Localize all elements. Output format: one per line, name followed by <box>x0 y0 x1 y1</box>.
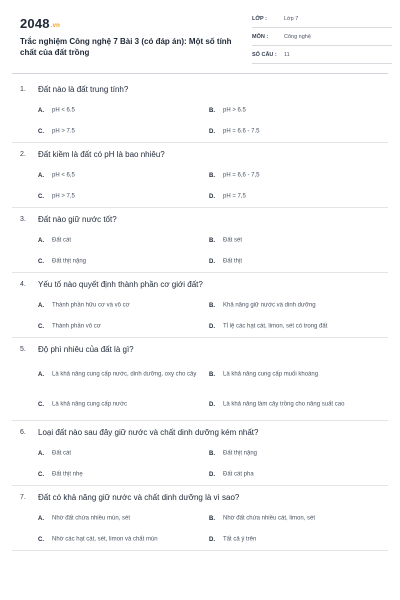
question-4 <box>12 277 388 338</box>
option-text: Khả năng giữ nước và dinh dưỡng <box>223 302 316 308</box>
option-letter: D. <box>209 471 215 478</box>
option-b[interactable] <box>209 360 379 390</box>
question-number: 1. <box>20 86 26 93</box>
site-logo[interactable] <box>20 16 60 31</box>
option-b[interactable] <box>209 443 379 464</box>
meta-label: SỐ CÂU : <box>252 52 277 58</box>
option-letter: A. <box>38 515 44 522</box>
option-letter: D. <box>209 323 215 330</box>
option-letter: B. <box>209 450 215 457</box>
meta-value: 11 <box>284 52 290 58</box>
option-text: Đất cát pha <box>223 471 254 477</box>
option-letter: B. <box>209 515 215 522</box>
option-list <box>12 100 388 142</box>
meta-row-count <box>252 50 392 64</box>
option-row <box>12 316 388 337</box>
document-meta <box>252 14 392 68</box>
option-b[interactable] <box>209 295 379 316</box>
option-d[interactable] <box>209 121 379 142</box>
option-text: Đất thịt nặng <box>52 258 87 264</box>
option-a[interactable] <box>38 295 208 316</box>
option-d[interactable] <box>209 464 379 485</box>
meta-label: LỚP : <box>252 16 267 22</box>
option-c[interactable] <box>38 390 208 420</box>
question-number: 6. <box>20 429 26 436</box>
option-list <box>12 508 388 550</box>
question-number: 5. <box>20 346 26 353</box>
option-row <box>12 100 388 121</box>
question-text: Đất nào giữ nước tốt? <box>38 215 117 224</box>
question-number: 4. <box>20 281 26 288</box>
option-list <box>12 295 388 337</box>
option-d[interactable] <box>209 390 379 420</box>
option-text: pH > 6.5 <box>223 107 246 113</box>
option-text: pH = 7,5 <box>223 193 246 199</box>
option-c[interactable] <box>38 316 208 337</box>
option-text: pH > 7,5 <box>52 193 75 199</box>
option-text: Là khả năng làm cây trồng cho năng suất cao <box>223 401 345 408</box>
option-row <box>12 443 388 464</box>
option-text: Nhờ đất chứa nhiều cát, limon, sét <box>223 515 315 521</box>
question-header <box>12 82 388 100</box>
option-letter: D. <box>209 193 215 200</box>
option-letter: D. <box>209 402 215 408</box>
option-c[interactable] <box>38 464 208 485</box>
meta-row-class <box>252 14 392 28</box>
option-d[interactable] <box>209 529 379 550</box>
option-row <box>12 508 388 529</box>
option-list <box>12 360 388 420</box>
header-divider <box>12 73 388 74</box>
option-letter: B. <box>209 172 215 179</box>
option-text: Là khả năng cung cấp nước, dinh dưỡng, oxy cho cây <box>52 371 197 378</box>
option-b[interactable] <box>209 508 379 529</box>
option-letter: A. <box>38 107 44 114</box>
question-header <box>12 277 388 295</box>
option-a[interactable] <box>38 100 208 121</box>
option-b[interactable] <box>209 230 379 251</box>
option-row <box>12 360 388 390</box>
question-header <box>12 212 388 230</box>
question-number: 7. <box>20 494 26 501</box>
question-3 <box>12 212 388 273</box>
question-5 <box>12 342 388 421</box>
option-text: Là khả năng cung cấp muối khoáng <box>223 371 319 378</box>
option-a[interactable] <box>38 360 208 390</box>
logo-main: 2048 <box>20 16 50 31</box>
option-c[interactable] <box>38 251 208 272</box>
question-text: Yếu tố nào quyết định thành phần cơ giới đất? <box>38 280 203 289</box>
option-letter: C. <box>38 402 44 408</box>
option-text: Đất cát <box>52 450 72 456</box>
meta-row-subject <box>252 32 392 46</box>
option-letter: B. <box>209 372 215 378</box>
option-letter: A. <box>38 172 44 179</box>
question-6 <box>12 425 388 486</box>
option-row <box>12 390 388 420</box>
question-header <box>12 147 388 165</box>
question-header <box>12 342 388 360</box>
question-1 <box>12 82 388 143</box>
option-d[interactable] <box>209 316 379 337</box>
option-letter: D. <box>209 536 215 543</box>
question-text: Đất kiềm là đất có pH là bao nhiêu? <box>38 150 165 159</box>
option-text: Đất thịt nặng <box>223 450 258 456</box>
logo-suffix: .vn <box>50 23 61 29</box>
option-d[interactable] <box>209 186 379 207</box>
option-a[interactable] <box>38 443 208 464</box>
question-header <box>12 425 388 443</box>
document-header <box>12 10 388 72</box>
option-list <box>12 443 388 485</box>
document-title: Trắc nghiệm Công nghệ 7 Bài 3 (có đáp án): Một số tính chất của đất trồng <box>20 37 232 57</box>
option-letter: A. <box>38 450 44 457</box>
option-letter: A. <box>38 237 44 244</box>
option-c[interactable] <box>38 186 208 207</box>
option-row <box>12 186 388 207</box>
option-list <box>12 165 388 207</box>
option-letter: C. <box>38 193 44 200</box>
option-text: Tất cả ý trên <box>223 536 257 542</box>
option-letter: B. <box>209 107 215 114</box>
option-text: Đất sét <box>223 237 243 243</box>
question-2 <box>12 147 388 208</box>
option-b[interactable] <box>209 100 379 121</box>
option-b[interactable] <box>209 165 379 186</box>
option-letter: C. <box>38 471 44 478</box>
option-a[interactable] <box>38 165 208 186</box>
question-number: 3. <box>20 216 26 223</box>
option-row <box>12 230 388 251</box>
meta-value: Công nghệ <box>284 34 311 40</box>
option-list <box>12 230 388 272</box>
option-row <box>12 251 388 272</box>
option-text: Nhờ các hạt cát, sét, limon và chất mùn <box>52 536 158 542</box>
option-letter: C. <box>38 536 44 543</box>
option-text: Đất thịt nhẹ <box>52 471 83 477</box>
question-7 <box>12 490 388 551</box>
option-row <box>12 529 388 550</box>
question-header <box>12 490 388 508</box>
option-a[interactable] <box>38 508 208 529</box>
option-text: pH > 7.5 <box>52 128 75 134</box>
option-text: Là khả năng cung cấp nước <box>52 401 128 408</box>
option-text: pH = 6.6 - 7.5 <box>223 128 260 134</box>
option-letter: A. <box>38 302 44 309</box>
option-letter: A. <box>38 372 44 378</box>
option-text: pH < 6,5 <box>52 172 75 178</box>
option-row <box>12 295 388 316</box>
option-letter: C. <box>38 258 44 265</box>
option-letter: D. <box>209 258 215 265</box>
meta-value: Lớp 7 <box>284 16 299 22</box>
option-text: pH = 6,6 - 7,5 <box>223 172 260 178</box>
question-text: Đất có khả năng giữ nước và chất dinh dưỡng là vì sao? <box>38 493 240 502</box>
meta-label: MÔN : <box>252 34 269 40</box>
option-letter: B. <box>209 237 215 244</box>
option-row <box>12 464 388 485</box>
option-letter: C. <box>38 323 44 330</box>
option-text: Nhờ đất chứa nhiều mùn, sét <box>52 515 130 521</box>
question-text: Độ phì nhiêu của đất là gì? <box>38 345 134 354</box>
option-text: Tỉ lệ các hạt cát, limon, sét có trong đất <box>223 323 328 329</box>
option-letter: C. <box>38 128 44 135</box>
option-text: Đất cát <box>52 237 72 243</box>
option-text: Thành phần hữu cơ và vô cơ <box>52 302 130 308</box>
question-text: Loại đất nào sau đây giữ nước và chất dinh dưỡng kém nhất? <box>38 428 259 437</box>
question-number: 2. <box>20 151 26 158</box>
option-c[interactable] <box>38 121 208 142</box>
question-text: Đất nào là đất trung tính? <box>38 85 129 94</box>
option-text: Đất thịt <box>223 258 243 264</box>
option-c[interactable] <box>38 529 208 550</box>
option-row <box>12 165 388 186</box>
option-text: pH < 6.5 <box>52 107 75 113</box>
question-list <box>12 78 388 551</box>
option-text: Thành phần vô cơ <box>52 323 101 329</box>
option-letter: B. <box>209 302 215 309</box>
option-row <box>12 121 388 142</box>
option-a[interactable] <box>38 230 208 251</box>
option-letter: D. <box>209 128 215 135</box>
option-d[interactable] <box>209 251 379 272</box>
